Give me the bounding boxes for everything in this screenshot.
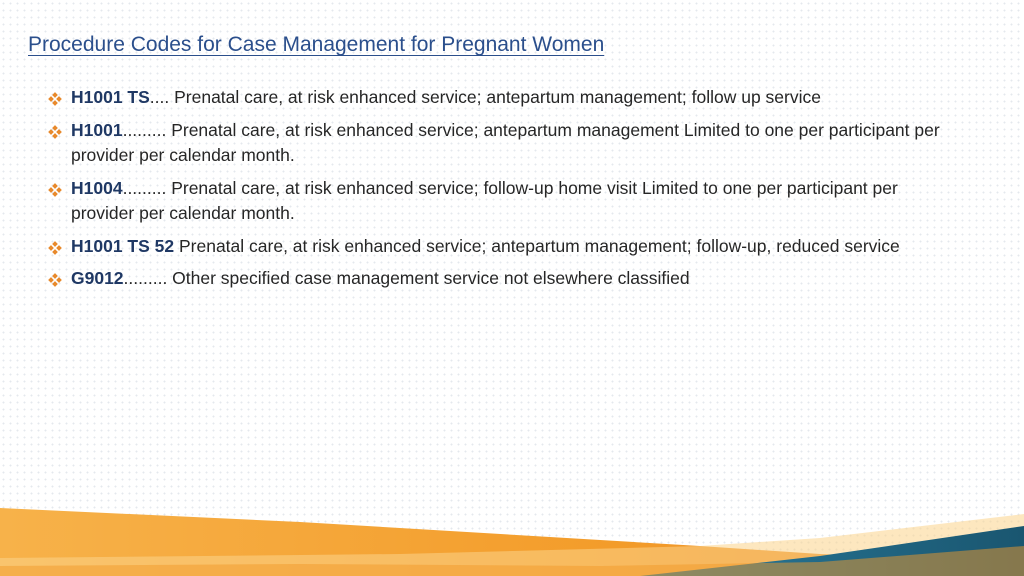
diamond-bullet-icon [48,234,62,259]
list-item [48,176,948,227]
procedure-code: H1001 TS 52 [71,235,175,256]
slide-title: Procedure Codes for Case Management for Pregnant Women [28,33,605,56]
procedure-description: .... Prenatal care, at risk enhanced service; antepartum management; follow up service [149,87,821,107]
list-item [48,266,948,292]
list-item [48,85,948,111]
list-item [48,234,948,260]
diamond-bullet-icon [48,266,62,291]
diamond-bullet-icon [48,176,62,201]
decorative-footer-band [0,506,1024,576]
procedure-code: H1001 TS [71,87,150,107]
procedure-code: H1001 [71,119,123,140]
procedure-code: H1004 [71,177,123,198]
procedure-description: ......... Other specified case management service not elsewhere classified [123,268,690,288]
list-item [48,118,948,169]
procedure-code: G9012 [71,268,124,288]
procedure-description: ......... Prenatal care, at risk enhanced service; follow-up home visit Limited to one per participant per provider per calendar month. [71,177,898,223]
procedure-description: Prenatal care, at risk enhanced service; antepartum management; follow-up, reduced service [174,235,900,256]
procedure-description: ......... Prenatal care, at risk enhanced service; antepartum management Limited to one per participant per provider per calendar month. [71,119,940,165]
diamond-bullet-icon [48,85,62,110]
procedure-code-list [48,85,948,299]
diamond-bullet-icon [48,118,62,143]
